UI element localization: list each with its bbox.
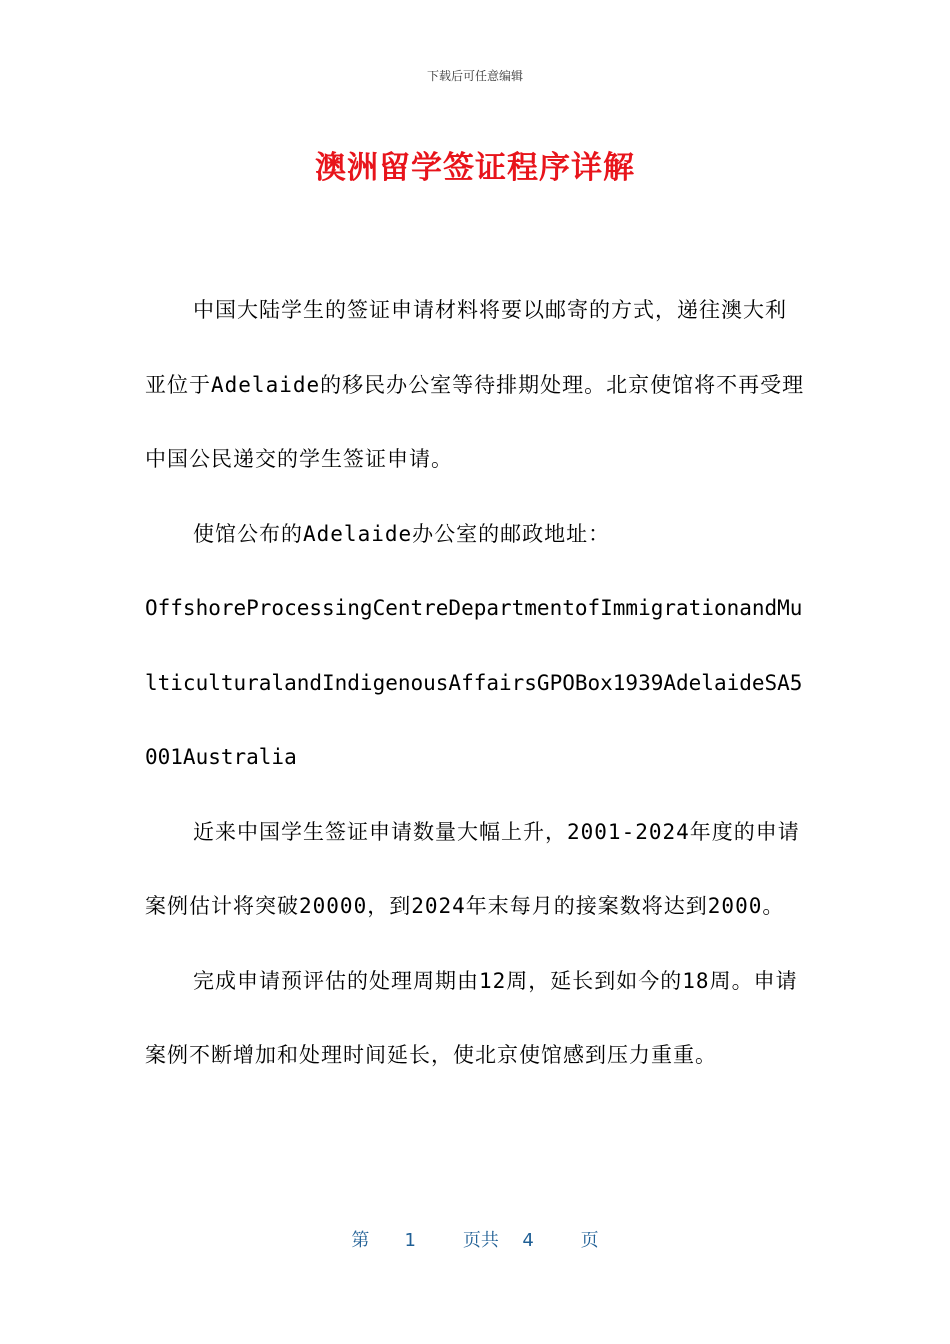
paragraph-visa-mailing: 中国大陆学生的签证申请材料将要以邮寄的方式，递往澳大利亚位于Adelaide的移民办公室等待排期处理。北京使馆将不再受理中国公民递交的学生签证申请。: [145, 298, 805, 471]
footer-suffix: 页: [580, 1230, 599, 1251]
footer-current-page: 1: [404, 1230, 416, 1251]
paragraph-processing-time: 完成申请预评估的处理周期由12周，延长到如今的18周。申请案例不断增加和处理时间延长，使北京使馆感到压力重重。: [145, 968, 798, 1067]
footer-total-pages: 4: [522, 1230, 534, 1251]
paragraph-postal-address: OffshoreProcessingCentreDepartmentofImmigrationandMulticulturalandIndigenousAffairsGPOBox1939AdelaideSA5001Australia: [145, 596, 803, 769]
paragraph-address-intro: 使馆公布的Adelaide办公室的邮政地址：: [193, 521, 611, 546]
header-note: 下载后可任意编辑: [426, 69, 523, 83]
footer-middle: 页共: [462, 1230, 499, 1251]
document-body: [145, 273, 807, 1093]
document-title: 澳洲留学签证程序详解: [315, 150, 635, 186]
footer-prefix: 第: [351, 1230, 370, 1251]
paragraph-application-volume: 近来中国学生签证申请数量大幅上升，2001-2024年度的申请案例估计将突破20000，到2024年末每月的接案数将达到2000。: [145, 819, 800, 918]
page-number-footer: [0, 1226, 950, 1252]
